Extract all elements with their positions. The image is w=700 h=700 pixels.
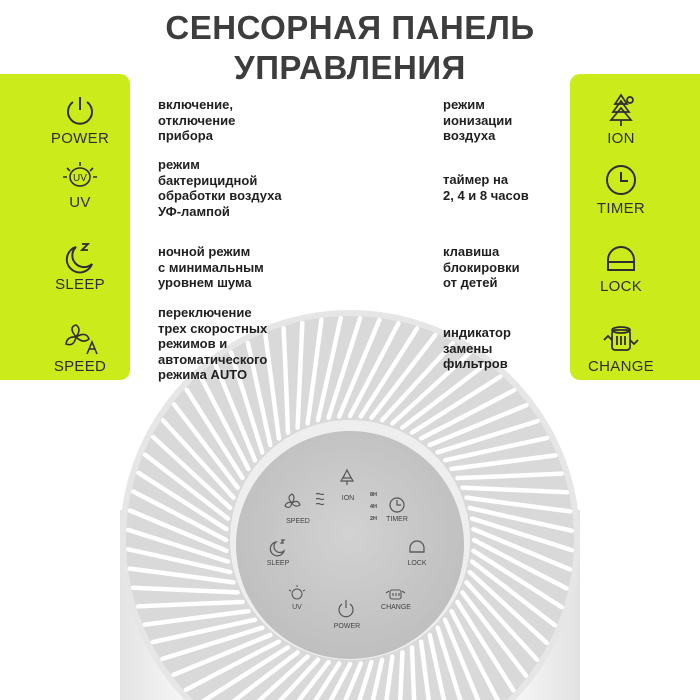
uv-button[interactable] <box>30 160 130 212</box>
title-line-1: СЕНСОРНАЯ ПАНЕЛЬ <box>165 9 535 46</box>
panel-lock-label: LOCK <box>407 560 427 567</box>
filter-change-icon <box>601 322 641 356</box>
ion-label: ION <box>607 130 635 147</box>
ion-button[interactable] <box>571 92 671 148</box>
panel-sleep-label: SLEEP <box>266 560 290 567</box>
speed-description: переключение трех скоростных режимов и автоматического режима AUTO <box>158 305 268 382</box>
lock-label: LOCK <box>599 278 643 295</box>
panel-timer-2h: 2H <box>370 516 378 522</box>
timer-description: таймер на 2, 4 и 8 часов <box>443 172 529 203</box>
panel-ion-label: ION <box>341 495 355 502</box>
fan-speed-icon <box>61 322 99 356</box>
panel-timer-label: TIMER <box>386 516 408 523</box>
sleep-moon-icon <box>62 240 98 274</box>
power-button[interactable] <box>30 92 130 148</box>
power-label: POWER <box>50 130 110 147</box>
lock-icon <box>603 240 639 276</box>
panel-timer-4h: 4H <box>370 504 378 510</box>
ion-tree-icon <box>603 92 639 128</box>
sleep-description: ночной режим с минимальным уровнем шума <box>158 244 264 290</box>
timer-button[interactable] <box>571 162 671 218</box>
sleep-label: SLEEP <box>55 276 105 293</box>
change-description: индикатор замены фильтров <box>443 325 511 371</box>
power-description: включение, отключение прибора <box>158 97 236 143</box>
speed-label: SPEED <box>53 358 107 375</box>
panel-uv-label: UV <box>292 604 302 611</box>
title-line-2: УПРАВЛЕНИЯ <box>234 49 466 86</box>
power-icon <box>62 92 98 128</box>
timer-clock-icon <box>603 162 639 198</box>
panel-change-label: CHANGE <box>381 604 411 611</box>
ion-description: режим ионизации воздуха <box>443 97 513 143</box>
lock-button[interactable] <box>571 240 671 296</box>
uv-icon <box>61 160 99 192</box>
panel-speed-label: SPEED <box>286 518 310 525</box>
svg-text:UV: UV <box>73 173 87 184</box>
speed-button[interactable] <box>30 322 130 376</box>
lock-description: клавиша блокировки от детей <box>443 244 520 290</box>
panel-timer-8h: 8H <box>370 492 378 498</box>
sleep-button[interactable] <box>30 240 130 294</box>
uv-label: UV <box>69 194 91 211</box>
timer-label: TIMER <box>596 200 646 217</box>
change-label: CHANGE <box>588 358 654 375</box>
uv-description: режим бактерицидной обработки воздуха УФ-лампой <box>158 157 282 219</box>
change-button[interactable] <box>571 322 671 376</box>
panel-power-label: POWER <box>333 623 361 630</box>
